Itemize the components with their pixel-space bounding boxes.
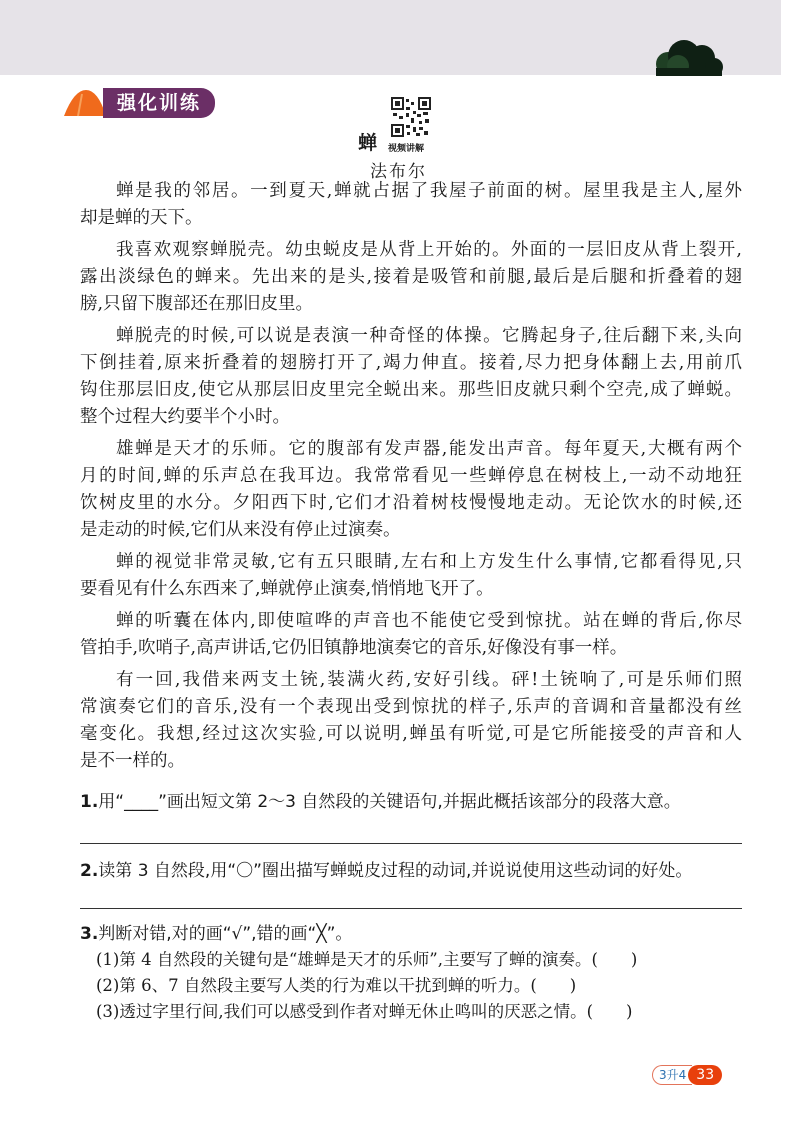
paragraph-line: 月的时间,蝉的乐声总在我耳边。我常常看见一些蝉停息在树枝上,一动不动地狂 xyxy=(80,466,742,486)
tent-icon xyxy=(62,88,107,118)
paragraph xyxy=(80,237,742,318)
paragraph-line: 要看见有什么东西来了,蝉就停止演奏,悄悄地飞开了。 xyxy=(80,579,494,599)
qr-code-icon[interactable] xyxy=(391,97,431,137)
paragraph-line: 露出淡绿色的蝉来。先出来的是头,接着是吸管和前腿,最后是后腿和折叠着的翅 xyxy=(80,267,742,287)
section-tag xyxy=(62,88,215,118)
question-number: 2. xyxy=(80,861,99,881)
judgment-item-1[interactable]: (1)第 4 自然段的关键句是“雄蝉是天才的乐师”,主要写了蝉的演奏。( ) xyxy=(96,950,638,969)
question-text: 判断对错,对的画“√”,错的画“╳”。 xyxy=(98,924,353,944)
article-body xyxy=(80,178,742,780)
paragraph xyxy=(80,608,742,662)
qr-label: 视频讲解 xyxy=(388,144,425,154)
paragraph-line: 管拍手,吹哨子,高声讲话,它仍旧镇静地演奏它的音乐,好像没有事一样。 xyxy=(80,638,628,658)
paragraph-line: 饮树皮里的水分。夕阳西下时,它们才沿着树枝慢慢地走动。无论饮水的时候,还 xyxy=(80,493,742,513)
section-label: 强化训练 xyxy=(103,88,215,118)
question-2 xyxy=(80,856,692,881)
page-number: 33 xyxy=(688,1065,722,1085)
judgment-item-3[interactable]: (3)透过字里行间,我们可以感受到作者对蝉无休止鸣叫的厌恶之情。( ) xyxy=(96,1002,633,1021)
paragraph xyxy=(80,178,742,232)
tree-icon xyxy=(650,40,725,76)
grade-badge: 3升4 xyxy=(652,1065,692,1085)
paragraph-line: 膀,只留下腹部还在那旧皮里。 xyxy=(80,294,314,314)
answer-line-2[interactable] xyxy=(80,908,742,909)
question-3 xyxy=(80,919,352,944)
paragraph-line: 下倒挂着,原来折叠着的翅膀打开了,竭力伸直。接着,尽力把身体翻上去,用前爪 xyxy=(80,353,742,373)
question-text: 用“____”画出短文第 2～3 自然段的关键语句,并据此概括该部分的段落大意。 xyxy=(98,792,681,812)
paragraph xyxy=(80,323,742,431)
paragraph-line: 蝉的听囊在体内,即使喧哗的声音也不能使它受到惊扰。站在蝉的背后,你尽 xyxy=(116,611,742,631)
paragraph-line: 我喜欢观察蝉脱壳。幼虫蜕皮是从背上开始的。外面的一层旧皮从背上裂开, xyxy=(116,240,742,260)
paragraph-line: 是不一样的。 xyxy=(80,751,185,771)
paragraph-line: 蝉是我的邻居。一到夏天,蝉就占据了我屋子前面的树。屋里我是主人,屋外 xyxy=(116,181,742,201)
question-number: 1. xyxy=(80,792,99,812)
paragraph-line: 却是蝉的天下。 xyxy=(80,208,203,228)
paragraph-line: 蝉的视觉非常灵敏,它有五只眼睛,左右和上方发生什么事情,它都看得见,只 xyxy=(116,552,742,572)
paragraph-line: 常演奏它们的音乐,没有一个表现出受到惊扰的样子,乐声的音调和音量都没有丝 xyxy=(80,697,742,717)
page-footer xyxy=(652,1065,722,1085)
paragraph-line: 毫变化。我想,经过这次实验,可以说明,蝉虽有听觉,可是它所能接受的声音和人 xyxy=(80,724,742,744)
answer-line-1[interactable] xyxy=(80,843,742,844)
paragraph-line: 蝉脱壳的时候,可以说是表演一种奇怪的体操。它腾起身子,往后翻下来,头向 xyxy=(116,326,742,346)
paragraph-line: 雄蝉是天才的乐师。它的腹部有发声器,能发出声音。每年夏天,大概有两个 xyxy=(116,439,742,459)
article-author: 法布尔 xyxy=(370,162,427,182)
question-1 xyxy=(80,787,681,812)
paragraph xyxy=(80,436,742,544)
paragraph xyxy=(80,549,742,603)
paragraph-line: 是走动的时候,它们从来没有停止过演奏。 xyxy=(80,520,401,540)
paragraph-line: 有一回,我借来两支土铳,装满火药,安好引线。砰!土铳响了,可是乐师们照 xyxy=(116,670,742,690)
question-number: 3. xyxy=(80,924,99,944)
judgment-item-2[interactable]: (2)第 6、7 自然段主要写人类的行为难以干扰到蝉的听力。( ) xyxy=(96,976,577,995)
paragraph-line: 整个过程大约要半个小时。 xyxy=(80,407,290,427)
paragraph-line: 钩住那层旧皮,使它从那层旧皮里完全蜕出来。那些旧皮就只剩个空壳,成了蝉蜕。 xyxy=(80,380,742,400)
article-title: 蝉 xyxy=(358,132,378,154)
paragraph xyxy=(80,667,742,775)
question-text: 读第 3 自然段,用“〇”圈出描写蝉蜕皮过程的动词,并说说使用这些动词的好处。 xyxy=(98,861,693,881)
